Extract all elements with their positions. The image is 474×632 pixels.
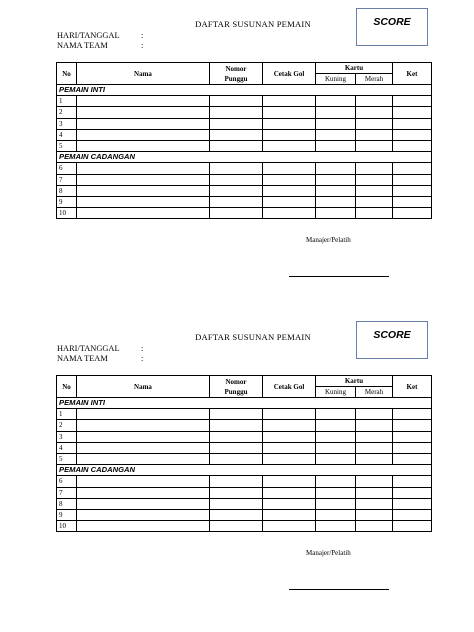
row-number: 6 [57, 476, 77, 487]
row-number: 5 [57, 140, 77, 151]
col-nama: Nama [77, 63, 210, 85]
remarks-cell[interactable] [393, 509, 432, 520]
player-name-cell[interactable] [77, 208, 210, 219]
row-number: 5 [57, 453, 77, 464]
player-name-cell[interactable] [77, 476, 210, 487]
red-card-cell[interactable] [356, 409, 393, 420]
yellow-card-cell[interactable] [316, 140, 356, 151]
player-name-cell[interactable] [77, 118, 210, 129]
red-card-cell[interactable] [356, 107, 393, 118]
section-title: PEMAIN INTI [57, 85, 432, 96]
field-colon: : [141, 31, 144, 40]
player-name-cell[interactable] [77, 487, 210, 498]
col-kuning: Kuning [316, 74, 356, 85]
player-name-cell[interactable] [77, 96, 210, 107]
field-label: HARI/TANGGAL [57, 31, 120, 40]
yellow-card-cell[interactable] [316, 409, 356, 420]
remarks-cell[interactable] [393, 521, 432, 532]
row-number: 8 [57, 498, 77, 509]
goals-cell[interactable] [263, 196, 316, 207]
col-nama: Nama [77, 376, 210, 398]
roster-form [0, 0, 474, 300]
yellow-card-cell[interactable] [316, 453, 356, 464]
goals-cell[interactable] [263, 185, 316, 196]
remarks-cell[interactable] [393, 140, 432, 151]
remarks-cell[interactable] [393, 453, 432, 464]
score-box: SCORE [356, 321, 428, 359]
remarks-cell[interactable] [393, 420, 432, 431]
goals-cell[interactable] [263, 409, 316, 420]
jersey-number-cell[interactable] [210, 208, 263, 219]
jersey-number-cell[interactable] [210, 174, 263, 185]
player-row [57, 174, 432, 185]
yellow-card-cell[interactable] [316, 431, 356, 442]
red-card-cell[interactable] [356, 521, 393, 532]
goals-cell[interactable] [263, 163, 316, 174]
goals-cell[interactable] [263, 453, 316, 464]
player-name-cell[interactable] [77, 174, 210, 185]
col-nomor-line2: Punggu [224, 74, 248, 83]
red-card-cell[interactable] [356, 174, 393, 185]
field-nama-team [57, 354, 143, 363]
player-row [57, 185, 432, 196]
remarks-cell[interactable] [393, 96, 432, 107]
row-number: 6 [57, 163, 77, 174]
col-no: No [57, 376, 77, 398]
goals-cell[interactable] [263, 487, 316, 498]
row-number: 3 [57, 118, 77, 129]
yellow-card-cell[interactable] [316, 174, 356, 185]
player-row [57, 442, 432, 453]
remarks-cell[interactable] [393, 208, 432, 219]
remarks-cell[interactable] [393, 498, 432, 509]
red-card-cell[interactable] [356, 453, 393, 464]
field-colon: : [141, 344, 144, 353]
player-name-cell[interactable] [77, 431, 210, 442]
goals-cell[interactable] [263, 431, 316, 442]
remarks-cell[interactable] [393, 107, 432, 118]
section-title: PEMAIN CADANGAN [57, 152, 432, 163]
player-name-cell[interactable] [77, 498, 210, 509]
jersey-number-cell[interactable] [210, 442, 263, 453]
goals-cell[interactable] [263, 208, 316, 219]
player-row [57, 487, 432, 498]
jersey-number-cell[interactable] [210, 498, 263, 509]
red-card-cell[interactable] [356, 431, 393, 442]
form-title: DAFTAR SUSUNAN PEMAIN [195, 19, 311, 29]
red-card-cell[interactable] [356, 196, 393, 207]
col-nomor-punggu [210, 63, 263, 85]
section-title: PEMAIN INTI [57, 398, 432, 409]
row-number: 1 [57, 96, 77, 107]
jersey-number-cell[interactable] [210, 509, 263, 520]
player-name-cell[interactable] [77, 196, 210, 207]
col-merah: Merah [356, 74, 393, 85]
goals-cell[interactable] [263, 174, 316, 185]
col-kartu: Kartu [316, 63, 393, 74]
remarks-cell[interactable] [393, 487, 432, 498]
yellow-card-cell[interactable] [316, 163, 356, 174]
col-kartu: Kartu [316, 376, 393, 387]
jersey-number-cell[interactable] [210, 453, 263, 464]
section-row [57, 152, 432, 163]
player-row [57, 509, 432, 520]
red-card-cell[interactable] [356, 476, 393, 487]
red-card-cell[interactable] [356, 442, 393, 453]
player-row [57, 409, 432, 420]
roster-table [56, 375, 432, 532]
player-name-cell[interactable] [77, 453, 210, 464]
player-row [57, 431, 432, 442]
field-hari-tanggal [57, 31, 143, 40]
yellow-card-cell[interactable] [316, 521, 356, 532]
red-card-cell[interactable] [356, 163, 393, 174]
player-name-cell[interactable] [77, 442, 210, 453]
col-cetak-gol: Cetak Gol [263, 376, 316, 398]
remarks-cell[interactable] [393, 431, 432, 442]
yellow-card-cell[interactable] [316, 476, 356, 487]
row-number: 2 [57, 107, 77, 118]
goals-cell[interactable] [263, 420, 316, 431]
col-no: No [57, 63, 77, 85]
remarks-cell[interactable] [393, 129, 432, 140]
goals-cell[interactable] [263, 140, 316, 151]
player-row [57, 208, 432, 219]
signature-line [289, 589, 389, 590]
yellow-card-cell[interactable] [316, 118, 356, 129]
jersey-number-cell[interactable] [210, 129, 263, 140]
player-row [57, 521, 432, 532]
score-box: SCORE [356, 8, 428, 46]
player-row [57, 196, 432, 207]
row-number: 1 [57, 409, 77, 420]
red-card-cell[interactable] [356, 140, 393, 151]
field-hari-tanggal [57, 344, 143, 353]
remarks-cell[interactable] [393, 163, 432, 174]
player-row [57, 118, 432, 129]
player-name-cell[interactable] [77, 409, 210, 420]
red-card-cell[interactable] [356, 420, 393, 431]
section-title: PEMAIN CADANGAN [57, 465, 432, 476]
field-label: HARI/TANGGAL [57, 344, 120, 353]
jersey-number-cell[interactable] [210, 409, 263, 420]
remarks-cell[interactable] [393, 174, 432, 185]
jersey-number-cell[interactable] [210, 118, 263, 129]
col-nomor-line1: Nomor [225, 64, 247, 73]
col-ket: Ket [393, 63, 432, 85]
row-number: 8 [57, 185, 77, 196]
roster-table [56, 62, 432, 219]
section-row [57, 465, 432, 476]
manager-label: Manajer/Pelatih [306, 236, 351, 244]
row-number: 3 [57, 431, 77, 442]
remarks-cell[interactable] [393, 442, 432, 453]
remarks-cell[interactable] [393, 409, 432, 420]
red-card-cell[interactable] [356, 185, 393, 196]
jersey-number-cell[interactable] [210, 431, 263, 442]
red-card-cell[interactable] [356, 208, 393, 219]
form-title: DAFTAR SUSUNAN PEMAIN [195, 332, 311, 342]
goals-cell[interactable] [263, 521, 316, 532]
row-number: 7 [57, 174, 77, 185]
col-nomor-punggu [210, 376, 263, 398]
field-label: NAMA TEAM [57, 41, 108, 50]
yellow-card-cell[interactable] [316, 129, 356, 140]
yellow-card-cell[interactable] [316, 487, 356, 498]
player-row [57, 129, 432, 140]
row-number: 4 [57, 129, 77, 140]
jersey-number-cell[interactable] [210, 185, 263, 196]
player-row [57, 107, 432, 118]
col-kuning: Kuning [316, 387, 356, 398]
goals-cell[interactable] [263, 476, 316, 487]
player-name-cell[interactable] [77, 420, 210, 431]
player-name-cell[interactable] [77, 129, 210, 140]
remarks-cell[interactable] [393, 196, 432, 207]
row-number: 10 [57, 521, 77, 532]
col-nomor-line2: Punggu [224, 387, 248, 396]
yellow-card-cell[interactable] [316, 107, 356, 118]
col-merah: Merah [356, 387, 393, 398]
yellow-card-cell[interactable] [316, 196, 356, 207]
row-number: 9 [57, 196, 77, 207]
field-nama-team [57, 41, 143, 50]
jersey-number-cell[interactable] [210, 96, 263, 107]
player-row [57, 453, 432, 464]
remarks-cell[interactable] [393, 118, 432, 129]
section-row [57, 85, 432, 96]
red-card-cell[interactable] [356, 498, 393, 509]
col-ket: Ket [393, 376, 432, 398]
player-name-cell[interactable] [77, 163, 210, 174]
yellow-card-cell[interactable] [316, 442, 356, 453]
player-row [57, 498, 432, 509]
remarks-cell[interactable] [393, 185, 432, 196]
player-row [57, 420, 432, 431]
goals-cell[interactable] [263, 118, 316, 129]
yellow-card-cell[interactable] [316, 498, 356, 509]
row-number: 4 [57, 442, 77, 453]
red-card-cell[interactable] [356, 96, 393, 107]
field-colon: : [141, 354, 144, 363]
yellow-card-cell[interactable] [316, 509, 356, 520]
player-name-cell[interactable] [77, 521, 210, 532]
signature-line [289, 276, 389, 277]
row-number: 7 [57, 487, 77, 498]
goals-cell[interactable] [263, 498, 316, 509]
jersey-number-cell[interactable] [210, 487, 263, 498]
row-number: 9 [57, 509, 77, 520]
jersey-number-cell[interactable] [210, 140, 263, 151]
field-label: NAMA TEAM [57, 354, 108, 363]
red-card-cell[interactable] [356, 118, 393, 129]
yellow-card-cell[interactable] [316, 96, 356, 107]
player-row [57, 140, 432, 151]
jersey-number-cell[interactable] [210, 107, 263, 118]
row-number: 2 [57, 420, 77, 431]
yellow-card-cell[interactable] [316, 185, 356, 196]
goals-cell[interactable] [263, 96, 316, 107]
goals-cell[interactable] [263, 129, 316, 140]
row-number: 10 [57, 208, 77, 219]
roster-form [0, 313, 474, 613]
player-name-cell[interactable] [77, 107, 210, 118]
red-card-cell[interactable] [356, 509, 393, 520]
jersey-number-cell[interactable] [210, 196, 263, 207]
goals-cell[interactable] [263, 442, 316, 453]
col-nomor-line1: Nomor [225, 377, 247, 386]
jersey-number-cell[interactable] [210, 163, 263, 174]
col-cetak-gol: Cetak Gol [263, 63, 316, 85]
player-row [57, 476, 432, 487]
player-row [57, 163, 432, 174]
player-name-cell[interactable] [77, 140, 210, 151]
remarks-cell[interactable] [393, 476, 432, 487]
red-card-cell[interactable] [356, 487, 393, 498]
yellow-card-cell[interactable] [316, 420, 356, 431]
jersey-number-cell[interactable] [210, 521, 263, 532]
section-row [57, 398, 432, 409]
player-row [57, 96, 432, 107]
jersey-number-cell[interactable] [210, 420, 263, 431]
player-name-cell[interactable] [77, 509, 210, 520]
manager-label: Manajer/Pelatih [306, 549, 351, 557]
player-name-cell[interactable] [77, 185, 210, 196]
goals-cell[interactable] [263, 107, 316, 118]
red-card-cell[interactable] [356, 129, 393, 140]
yellow-card-cell[interactable] [316, 208, 356, 219]
field-colon: : [141, 41, 144, 50]
jersey-number-cell[interactable] [210, 476, 263, 487]
goals-cell[interactable] [263, 509, 316, 520]
